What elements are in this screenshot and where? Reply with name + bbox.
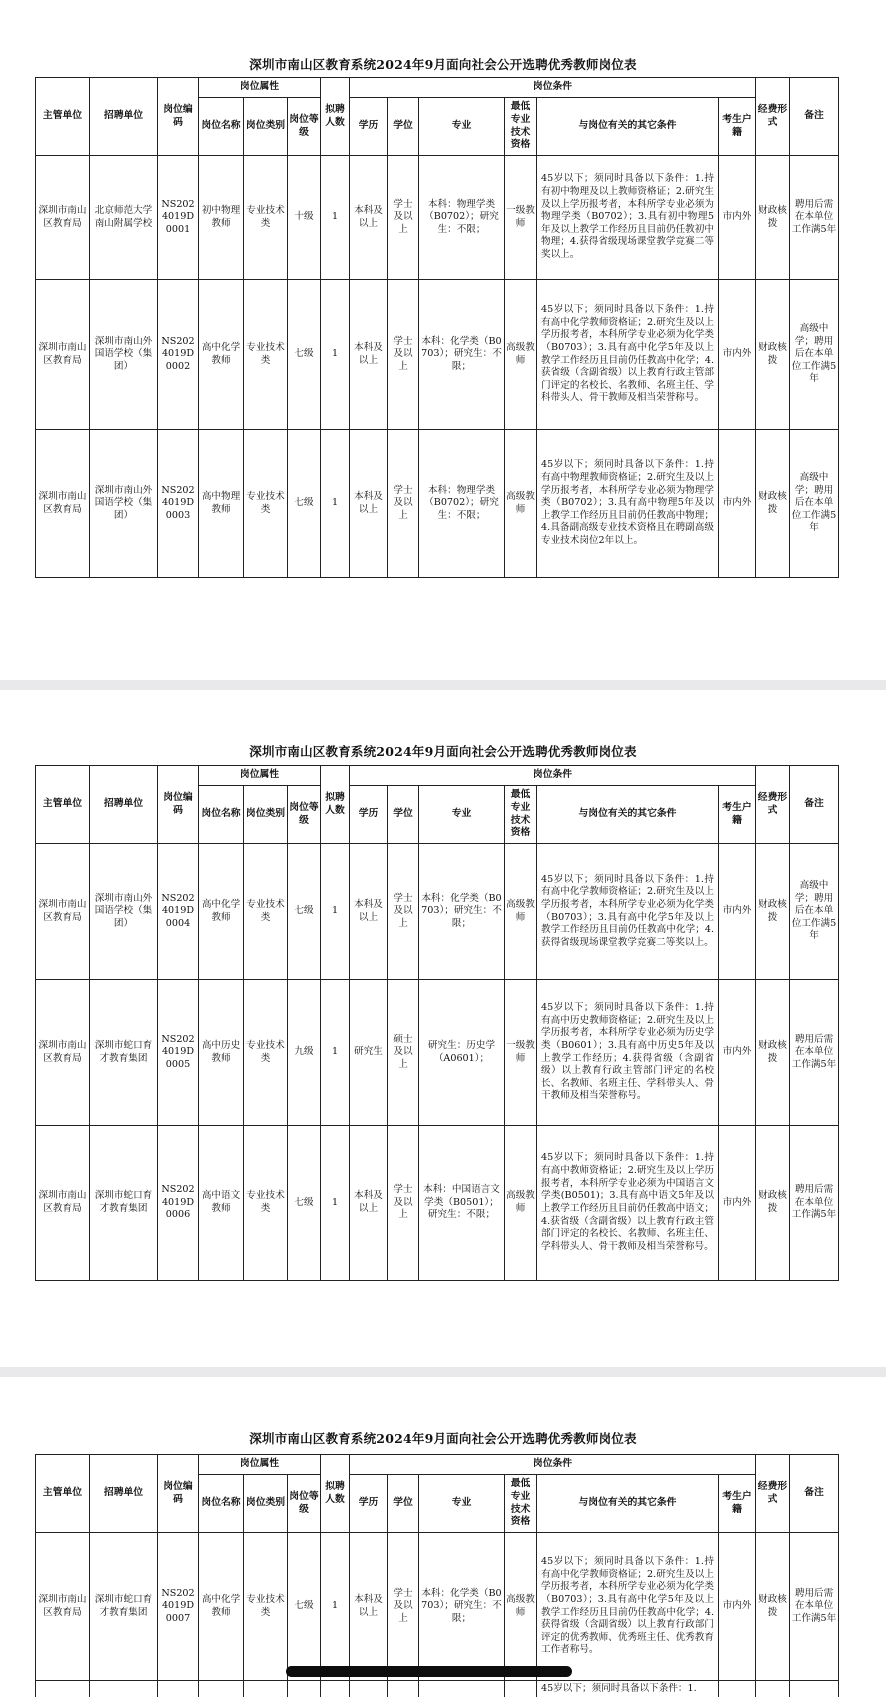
cell-post-name: 高中化学教师 [199, 1533, 244, 1681]
cell-post-level: 七级 [288, 280, 321, 430]
header-post-name: 岗位名称 [199, 1475, 244, 1533]
cell-education: 本科及以上 [350, 430, 388, 578]
cell-funding: 财政核拨 [756, 1126, 790, 1281]
cell-post-name: 高中历史教师 [199, 980, 244, 1126]
header-remark: 备注 [790, 1455, 839, 1533]
cell-funding: 财政核拨 [756, 1533, 790, 1681]
cell-hukou: 市内外 [719, 980, 756, 1126]
header-major: 专业 [419, 1475, 505, 1533]
cell-supervisor: 深圳市南山区教育局 [36, 1533, 90, 1681]
cell-supervisor: 深圳市南山区教育局 [36, 430, 90, 578]
cell-supervisor: 深圳市南山区教育局 [36, 1126, 90, 1281]
cell-count: 1 [321, 844, 350, 980]
cell-recruiter: 深圳市蛇口育才教育集团 [90, 980, 158, 1126]
cell-post-type: 专业技术类 [244, 1533, 288, 1681]
cell-remark: 聘用后需在本单位工作满5年 [790, 980, 839, 1126]
cell-other-conditions: 45岁以下；须同时具备以下条件：1.持有高中化学教师资格证；2.研究生及以上学历报考者，本科所学专业必须为化学类（B0703）；3.具有高中化学5年及以上教学工作经历且目前仍任教高中化学；4.获得省级（含副省级）以上教育行政部门评定的优秀教师、优秀班主任、优秀教育工作者称号。 [537, 1533, 719, 1681]
cell-education: 研究生 [350, 980, 388, 1126]
header-code: 岗位编码 [158, 78, 199, 156]
cell-supervisor: 深圳市南山区教育局 [36, 280, 90, 430]
header-attr-group: 岗位属性 [199, 766, 321, 786]
cell-remark: 聘用后需在本单位工作满5年 [790, 156, 839, 280]
header-education: 学历 [350, 786, 388, 844]
table-row [36, 1126, 839, 1281]
header-hukou: 考生户籍 [719, 98, 756, 156]
cell-recruiter: 深圳市蛇口育才教育集团 [90, 1126, 158, 1281]
cell-other-conditions: 45岁以下；须同时具备以下条件：1.持有高中历史教师资格证；2.研究生及以上学历报考者，本科所学专业必须为历史学类（B0601）；3.具有高中历史5年及以上教学工作经历；4.获得省级（含副省级）以上教育行政主管部门评定的名校长、名教师、名班主任、学科带头人、骨干教师及相当荣誉称号。 [537, 980, 719, 1126]
header-post-level: 岗位等级 [288, 786, 321, 844]
header-funding: 经费形式 [756, 766, 790, 844]
cell-remark: 高级中学；聘用后在本单位工作满5年 [790, 280, 839, 430]
cell-hukou: 市内外 [719, 280, 756, 430]
header-education: 学历 [350, 1475, 388, 1533]
cell-remark: 聘用后需在本单位工作满5年 [790, 1126, 839, 1281]
header-hukou: 考生户籍 [719, 786, 756, 844]
cell-min-title: 高级教师 [505, 430, 537, 578]
header-other: 与岗位有关的其它条件 [537, 1475, 719, 1533]
cell-major: 本科：化学类（B0703）；研究生：不限； [419, 844, 505, 980]
cell-hukou: 市内外 [719, 156, 756, 280]
cell-remark: 高级中学；聘用后在本单位工作满5年 [790, 430, 839, 578]
header-count: 拟聘人数 [321, 1455, 350, 1533]
cell-min-title: 高级教师 [505, 1533, 537, 1681]
cell-education: 本科及以上 [350, 156, 388, 280]
cell-major: 本科：物理学类（B0702）；研究生：不限； [419, 156, 505, 280]
cell-degree: 学士及以上 [388, 280, 419, 430]
page-title: 深圳市南山区教育系统2024年9月面向社会公开选聘优秀教师岗位表 [249, 57, 637, 72]
cell-degree: 学士及以上 [388, 1126, 419, 1281]
header-count: 拟聘人数 [321, 78, 350, 156]
cell-recruiter: 北京师范大学南山附属学校 [90, 156, 158, 280]
document-page-2 [0, 690, 886, 1367]
cell-min-title: 高级教师 [505, 844, 537, 980]
header-other: 与岗位有关的其它条件 [537, 98, 719, 156]
home-indicator[interactable] [286, 1666, 572, 1677]
table-row [36, 1681, 839, 1697]
table-row [36, 1533, 839, 1681]
header-cond-group: 岗位条件 [350, 78, 756, 98]
page-title: 深圳市南山区教育系统2024年9月面向社会公开选聘优秀教师岗位表 [249, 1431, 637, 1446]
header-supervisor: 主管单位 [36, 766, 90, 844]
cell-count: 1 [321, 1126, 350, 1281]
cell-degree: 学士及以上 [388, 430, 419, 578]
cell-major: 本科：物理学类（B0702）；研究生：不限； [419, 430, 505, 578]
cell-code: NS2024019D0005 [158, 980, 199, 1126]
cell-min-title: 一级教师 [505, 980, 537, 1126]
cell-min-title: 高级教师 [505, 280, 537, 430]
cell-supervisor: 深圳市南山区教育局 [36, 844, 90, 980]
cell-count: 1 [321, 280, 350, 430]
document-page-3 [0, 1377, 886, 1697]
header-remark: 备注 [790, 766, 839, 844]
header-recruiter: 招聘单位 [90, 78, 158, 156]
cell-min-title: 高级教师 [505, 1126, 537, 1281]
cell-major: 本科：化学类（B0703）；研究生：不限； [419, 1533, 505, 1681]
cell-funding: 财政核拨 [756, 844, 790, 980]
cell-code: NS2024019D0002 [158, 280, 199, 430]
cell-degree: 硕士及以上 [388, 980, 419, 1126]
cell-post-name: 高中化学教师 [199, 844, 244, 980]
cell-code: NS2024019D0007 [158, 1533, 199, 1681]
header-major: 专业 [419, 786, 505, 844]
cell-funding: 财政核拨 [756, 156, 790, 280]
cell-funding: 财政核拨 [756, 980, 790, 1126]
header-funding: 经费形式 [756, 1455, 790, 1533]
cell-post-name: 初中物理教师 [199, 156, 244, 280]
post-table [35, 77, 839, 578]
cell-education: 本科及以上 [350, 844, 388, 980]
cell-education: 本科及以上 [350, 1126, 388, 1281]
header-education: 学历 [350, 98, 388, 156]
cell-min-title: 一级教师 [505, 156, 537, 280]
table-row [36, 156, 839, 280]
cell-education: 本科及以上 [350, 280, 388, 430]
cell-remark: 聘用后需在本单位工作满5年 [790, 1533, 839, 1681]
header-cond-group: 岗位条件 [350, 766, 756, 786]
cell-hukou: 市内外 [719, 1533, 756, 1681]
header-post-level: 岗位等级 [288, 98, 321, 156]
cell-recruiter: 深圳市南山外国语学校（集团） [90, 430, 158, 578]
cell-post-type: 专业技术类 [244, 1126, 288, 1281]
header-min-title: 最低专业技术资格 [505, 98, 537, 156]
cell-post-name: 高中物理教师 [199, 430, 244, 578]
cell-funding: 财政核拨 [756, 280, 790, 430]
cell-post-type: 专业技术类 [244, 280, 288, 430]
cell-major: 本科：中国语言文学类（B0501）；研究生：不限； [419, 1126, 505, 1281]
cell-supervisor: 深圳市南山区教育局 [36, 980, 90, 1126]
table-row [36, 280, 839, 430]
cell-code: NS2024019D0001 [158, 156, 199, 280]
cell-other-conditions: 45岁以下；须同时具备以下条件：1. [537, 1681, 719, 1697]
cell-hukou: 市内外 [719, 430, 756, 578]
header-min-title: 最低专业技术资格 [505, 1475, 537, 1533]
cell-remark: 高级中学；聘用后在本单位工作满5年 [790, 844, 839, 980]
cell-recruiter: 深圳市蛇口育才教育集团 [90, 1533, 158, 1681]
cell-code: NS2024019D0003 [158, 430, 199, 578]
header-post-type: 岗位类别 [244, 1475, 288, 1533]
cell-post-type: 专业技术类 [244, 156, 288, 280]
cell-count: 1 [321, 980, 350, 1126]
header-attr-group: 岗位属性 [199, 78, 321, 98]
header-hukou: 考生户籍 [719, 1475, 756, 1533]
header-recruiter: 招聘单位 [90, 766, 158, 844]
header-attr-group: 岗位属性 [199, 1455, 321, 1475]
header-code: 岗位编码 [158, 1455, 199, 1533]
cell-other-conditions: 45岁以下；须同时具备以下条件：1.持有高中化学教师资格证；2.研究生及以上学历报考者，本科所学专业必须为化学类（B0703）；3.具有高中化学5年及以上教学工作经历且目前仍任教高中化学；4.获省级（含副省级）以上教育行政主管部门评定的名校长、名教师、名班主任、学科带头人、骨干教师及相当荣誉称号。 [537, 280, 719, 430]
cell-code: NS2024019D0006 [158, 1126, 199, 1281]
post-table [35, 1454, 839, 1697]
cell-post-level: 七级 [288, 1126, 321, 1281]
header-major: 专业 [419, 98, 505, 156]
header-min-title: 最低专业技术资格 [505, 786, 537, 844]
header-remark: 备注 [790, 78, 839, 156]
header-degree: 学位 [388, 1475, 419, 1533]
cell-post-type: 专业技术类 [244, 430, 288, 578]
cell-other-conditions: 45岁以下；须同时具备以下条件：1.持有高中物理教师资格证；2.研究生及以上学历报考者，本科所学专业必须为物理学类（B0702）；3.具有高中物理5年及以上教学工作经历且目前仍任教高中物理；4.具备副高级专业技术资格且在聘副高级专业技术岗位2年以上。 [537, 430, 719, 578]
cell-degree: 学士及以上 [388, 1533, 419, 1681]
cell-other-conditions: 45岁以下；须同时具备以下条件：1.持有高中化学教师资格证；2.研究生及以上学历报考者，本科所学专业必须为化学类（B0703）；3.具有高中化学5年及以上教学工作经历且目前仍任教高中化学；4.获得省级现场课堂教学竞赛二等奖以上。 [537, 844, 719, 980]
post-table [35, 765, 839, 1281]
cell-post-level: 七级 [288, 430, 321, 578]
header-recruiter: 招聘单位 [90, 1455, 158, 1533]
header-post-name: 岗位名称 [199, 786, 244, 844]
table-row [36, 844, 839, 980]
header-other: 与岗位有关的其它条件 [537, 786, 719, 844]
cell-recruiter: 深圳市南山外国语学校（集团） [90, 844, 158, 980]
page-title: 深圳市南山区教育系统2024年9月面向社会公开选聘优秀教师岗位表 [249, 744, 637, 759]
cell-other-conditions: 45岁以下；须同时具备以下条件：1.持有初中物理及以上教师资格证；2.研究生及以上学历报考者，本科所学专业必须为物理学类（B0702）；3.具有初中物理5年及以上教学工作经历且目前仍任教初中物理；4.获得省级现场课堂教学竞赛二等奖以上。 [537, 156, 719, 280]
cell-funding: 财政核拨 [756, 430, 790, 578]
cell-post-name: 高中化学教师 [199, 280, 244, 430]
table-row [36, 980, 839, 1126]
header-count: 拟聘人数 [321, 766, 350, 844]
cell-post-name: 高中语文教师 [199, 1126, 244, 1281]
cell-post-level: 十级 [288, 156, 321, 280]
cell-degree: 学士及以上 [388, 844, 419, 980]
header-post-type: 岗位类别 [244, 786, 288, 844]
header-degree: 学位 [388, 98, 419, 156]
header-code: 岗位编码 [158, 766, 199, 844]
cell-major: 研究生：历史学（A0601）； [419, 980, 505, 1126]
header-supervisor: 主管单位 [36, 78, 90, 156]
header-post-level: 岗位等级 [288, 1475, 321, 1533]
cell-post-level: 七级 [288, 1533, 321, 1681]
header-post-type: 岗位类别 [244, 98, 288, 156]
cell-post-type: 专业技术类 [244, 980, 288, 1126]
cell-hukou: 市内外 [719, 1126, 756, 1281]
cell-supervisor: 深圳市南山区教育局 [36, 156, 90, 280]
document-page-1 [0, 0, 886, 680]
header-degree: 学位 [388, 786, 419, 844]
cell-major: 本科：化学类（B0703）；研究生：不限； [419, 280, 505, 430]
header-supervisor: 主管单位 [36, 1455, 90, 1533]
cell-degree: 学士及以上 [388, 156, 419, 280]
cell-post-level: 七级 [288, 844, 321, 980]
cell-post-type: 专业技术类 [244, 844, 288, 980]
cell-other-conditions: 45岁以下；须同时具备以下条件：1.持有高中教师资格证；2.研究生及以上学历报考者，本科所学专业必须为中国语言文学类(B0501)；3.具有高中语文5年及以上教学工作经历且目前仍任教高中语文；4.获省级（含副省级）以上教育行政主管部门评定的名校长、名教师、名班主任、学科带头人、骨干教师及相当荣誉称号。 [537, 1126, 719, 1281]
header-cond-group: 岗位条件 [350, 1455, 756, 1475]
cell-count: 1 [321, 430, 350, 578]
header-funding: 经费形式 [756, 78, 790, 156]
cell-count: 1 [321, 1533, 350, 1681]
table-row [36, 430, 839, 578]
header-post-name: 岗位名称 [199, 98, 244, 156]
cell-code: NS2024019D0004 [158, 844, 199, 980]
cell-post-level: 九级 [288, 980, 321, 1126]
cell-education: 本科及以上 [350, 1533, 388, 1681]
cell-hukou: 市内外 [719, 844, 756, 980]
cell-count: 1 [321, 156, 350, 280]
cell-recruiter: 深圳市南山外国语学校（集团） [90, 280, 158, 430]
